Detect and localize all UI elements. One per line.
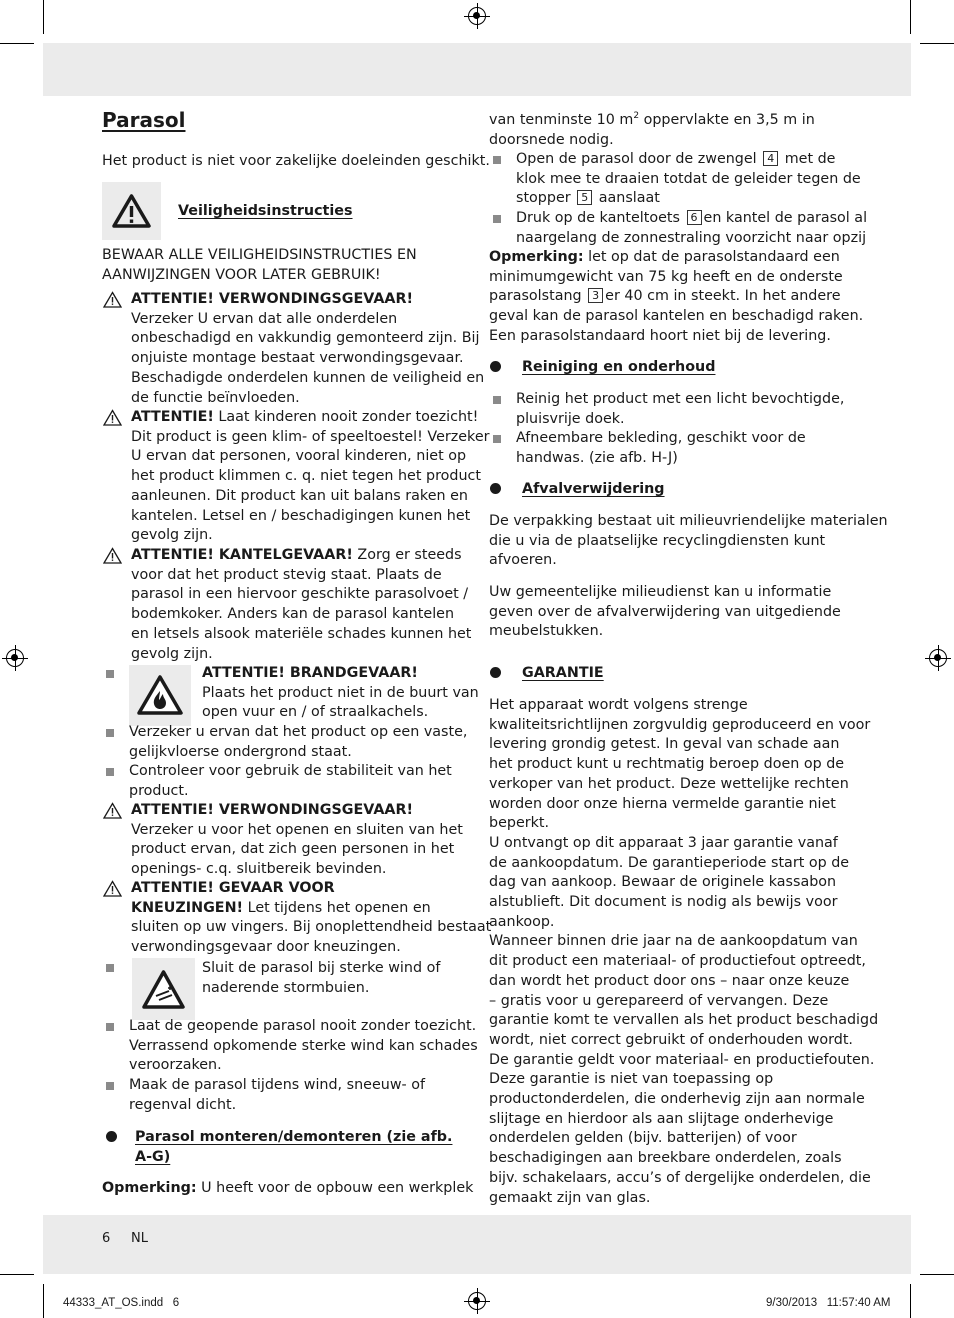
guarantee-heading: GARANTIE [522,665,604,681]
text-line: BEWAAR ALLE VEILIGHEIDSINSTRUCTIES EN [102,247,417,263]
part-number-box: 4 [763,151,778,166]
heading-line: A-G) [135,1148,171,1165]
list-item [516,390,844,429]
text-line: het product kunt u rechtmatig beroep doen op de [489,756,845,773]
text-line: levering grondig getest. In geval van schade aan [489,736,840,753]
text-line: parasol in een hiervoor geschikte parasolvoet / [131,586,469,603]
text-line: doorsnede nodig. [489,131,614,148]
warning-title: ATTENTIE! [131,409,214,425]
text-line: die u via de plaatselijke recyclingdiensten kunt [489,532,826,549]
text-line: open vuur en / of straalkachels. [202,704,429,721]
part-number-box: 5 [577,190,592,205]
warning-title: ATTENTIE! KANTELGEVAAR! [131,547,353,563]
text-line: Verzeker U ervan dat alle onderdelen [131,310,398,327]
text-line: Afneembare bekleding, geschikt voor de [516,430,806,446]
warning-title: KNEUZINGEN! [131,899,244,916]
page-title: Parasol [102,108,186,132]
text-line: onbeschadigd en vakkundig gemonteerd zijn. Bij [131,330,480,347]
crop-mark [920,43,954,44]
text-line: worden door onze hierna vermelde garantie niet [489,795,836,812]
text-line: Plaats het product niet in de buurt van [202,684,479,701]
text-span: er 40 cm in steekt. In het andere [605,288,841,305]
section-bullet-icon [106,1131,117,1142]
crop-mark [920,1274,954,1275]
warning-icon [103,802,122,819]
text-line: bijv. schakelaars, accu’s of dergelijke onderdelen, die [489,1169,871,1186]
text-span: van tenminste 10 m [489,112,634,128]
page-number: 6 [102,1231,111,1246]
text-line: dan wordt het product door ons – naar onze keuze [489,972,850,989]
text-line: gelijkvloerse ondergrond staat. [129,743,352,760]
bullet-square-icon [106,729,114,737]
footer-band [43,1215,911,1274]
text-line: klok mee te draaien totdat de geleider tegen de [516,170,861,187]
text-line: gemaakt zijn van glas. [489,1189,651,1206]
text-line: – gratis voor u gerepareerd of vervangen. Deze [489,992,829,1009]
text-line: regenval dicht. [129,1096,237,1113]
text-line: Controleer voor gebruik de stabiliteit van het [129,763,452,779]
list-item [516,429,806,468]
list-item [129,762,452,801]
warning-children [131,408,490,546]
text-span: Open de parasol door de zwengel [516,151,757,167]
bullet-square-icon [106,1023,114,1031]
text-line: dag van aankoop. Bewaar de originele kassabon [489,874,837,891]
text-line: aanleunen. Dit product kan uit balans raken en [131,487,468,504]
text-line: product ervan, dat zich geen personen in het [131,841,455,858]
text-line: geven over de afvalverwijdering van uitgediende [489,603,841,620]
wind-warning-icon [132,958,195,1020]
wind-icon-box [132,958,195,1020]
footer-datetime: 9/30/2013 11:57:40 AM [766,1297,891,1309]
text-span: stopper [516,190,571,207]
text-line: pluisvrije doek. [516,410,625,427]
part-number-box: 3 [588,288,603,303]
warning-fire [202,664,479,723]
text-line: gevolg zijn. [131,645,213,662]
text-span: en kantel de parasol al [703,210,868,226]
cleaning-heading: Reiniging en onderhoud [522,359,716,375]
note-label: Opmerking: [489,249,584,265]
list-item [129,1076,425,1115]
bullet-square-icon [493,156,501,164]
crop-mark [0,1274,34,1275]
text-line: U ontvangt op dit apparaat 3 jaar garantie vanaf [489,834,838,851]
warning-injury-2 [131,801,463,880]
registration-mark-icon [468,7,486,25]
safety-heading: Veiligheidsinstructies [178,203,353,219]
bullet-square-icon [493,396,501,404]
bullet-square-icon [493,215,501,223]
text-span: U heeft voor de opbouw een werkplek [196,1180,474,1196]
text-line: U ervan dat personen, vooral kinderen, niet op [131,448,467,465]
waste-paragraph-2 [489,583,841,642]
section-bullet-icon [490,667,501,678]
text-line: openings- c.q. sluitbereik bevinden. [131,861,387,878]
warning-icon [103,880,122,897]
text-line: onjuiste montage bestaat verwondingsgevaar. [131,350,464,367]
crop-mark [43,1284,44,1318]
text-line: productonderdelen, die onderhevig zijn aan normale [489,1091,865,1108]
text-line: naderende stormbuien. [202,979,370,996]
waste-heading: Afvalverwijdering [522,481,665,497]
part-number-box: 6 [687,210,702,225]
bullet-square-icon [106,964,114,972]
text-line: meubelstukken. [489,623,604,640]
mount-heading [135,1128,465,1167]
section-bullet-icon [490,483,501,494]
list-item-tilt [516,209,867,248]
guarantee-text [489,696,878,1208]
text-span: parasolstang [489,288,582,305]
text-line: minimumgewicht van 75 kg heeft en de onderste [489,268,843,285]
text-span: Let tijdens het openen en [243,899,431,916]
header-band [43,43,911,96]
text-line: AANWIJZINGEN VOOR LATER GEBRUIK! [102,266,381,283]
text-line: Uw gemeentelijke milieudienst kan u informatie [489,584,832,600]
fire-icon-box [129,665,191,726]
text-span: Druk op de kanteltoets [516,210,680,226]
text-span: oppervlakte en 3,5 m in [639,112,815,128]
registration-mark-icon [929,649,947,667]
text-span: Zorg er steeds [352,547,462,563]
text-span: aanslaat [594,190,660,207]
text-line: afvoeren. [489,552,557,569]
waste-paragraph-1 [489,512,888,571]
keep-instructions [102,246,417,285]
text-line: kantelen. Letsel en / beschadigingen kunen het [131,507,471,524]
text-line: Laat de geopende parasol nooit zonder toezicht. [129,1018,477,1034]
warning-tipping [131,546,471,664]
text-line: slijtage en hierdoor als aan slijtage onderhevige [489,1110,834,1127]
warning-pinching [131,879,491,958]
text-line: dit product een materiaal- of productiefout optreedt, [489,953,866,970]
text-line: en letsels alsook materiële schades kunnen het [131,625,472,642]
language-code: NL [131,1231,148,1246]
text-line: Dit product is geen klim- of speeltoestel! Verzeker [131,428,490,445]
note-right [489,248,863,347]
bullet-square-icon [106,768,114,776]
bullet-square-icon [106,670,114,678]
text-span: let op dat de parasolstandaard een [583,249,840,265]
text-line: verwondingsgevaar door kneuzingen. [131,939,401,956]
text-line: garantie komt te vervallen als het product beschadigd [489,1012,879,1029]
note-left [102,1179,473,1199]
text-line: voor dat het product stevig staat. Plaats de [131,566,442,583]
intro-text: Het product is niet voor zakelijke doeleinden geschikt. [102,153,490,169]
text-line: Verrassend opkomende sterke wind kan schades [129,1037,478,1054]
section-bullet-icon [490,361,501,372]
text-line: Een parasolstandaard hoort niet bij de levering. [489,327,831,344]
text-line: Beschadigde onderdelen kunnen de veiligheid en [131,369,485,386]
text-line: de functie beïnvloeden. [131,389,300,406]
crop-mark [43,0,44,34]
text-line: De verpakking bestaat uit milieuvriendelijke materialen [489,513,888,529]
text-line: De garantie geldt voor materiaal- en productiefouten. [489,1051,875,1068]
text-line: beschadigingen aan breekbare onderdelen, zoals [489,1150,842,1167]
text-line: handwas. (zie afb. H-J) [516,449,678,466]
registration-mark-icon [468,1292,486,1310]
text-line: Het apparaat wordt volgens strenge [489,697,748,713]
bullet-square-icon [106,1082,114,1090]
warning-icon [103,291,122,308]
superscript: 2 [633,111,640,122]
text-line: gevolg zijn. [131,527,213,544]
warning-icon [103,409,122,426]
text-line: naargelang de zonnestraling voorzicht naar opzij [516,229,867,246]
crop-mark [910,1284,911,1318]
footer-file: 44333_AT_OS.indd 6 [63,1297,180,1309]
text-line: Verzeker u ervan dat het product op een vaste, [129,724,468,740]
wind-instruction [202,959,440,998]
warning-title: ATTENTIE! GEVAAR VOOR [131,880,335,896]
warning-icon-box [102,182,161,240]
warning-title: ATTENTIE! VERWONDINGSGEVAAR! [131,802,414,818]
warning-injury-1 [131,290,484,408]
list-item [129,1017,478,1076]
text-line: verkoper van het product. Deze wettelijke rechten [489,775,849,792]
text-line: alstublieft. Dit document is nodig als bewijs voor [489,894,838,911]
warning-icon [103,547,122,564]
text-line: veroorzaken. [129,1057,222,1074]
text-line: geval kan de parasol kantelen en beschadigd raken. [489,308,864,325]
text-line: Sluit de parasol bij sterke wind of [202,960,441,976]
text-line: kwaliteitsrichtlijnen zorgvuldig geproduceerd en voor [489,716,871,733]
heading-line: Parasol monteren/demonteren (zie afb. [135,1129,453,1145]
warning-title: ATTENTIE! BRANDGEVAAR! [202,665,418,681]
text-line: Wanneer binnen drie jaar na de aankoopdatum van [489,933,858,950]
text-line: bodemkoker. Anders kan de parasol kantelen [131,606,455,623]
list-item-open [516,150,861,209]
text-line: onderdelen gelden (bijv. batterijen) of voor [489,1130,797,1147]
warning-title: ATTENTIE! VERWONDINGSGEVAAR! [131,291,414,307]
bullet-square-icon [493,435,501,443]
text-line: wordt, niet correct gebruikt of onderhouden wordt. [489,1031,853,1048]
registration-mark-icon [6,649,24,667]
crop-mark [0,43,34,44]
fire-hazard-icon [129,665,191,726]
text-span: Laat kinderen nooit zonder toezicht! [213,409,479,425]
text-line: Deze garantie is niet van toepassing op [489,1071,774,1088]
text-span: met de [780,151,836,167]
text-line: Verzeker u voor het openen en sluiten van het [131,821,463,838]
warning-triangle-icon [102,182,161,240]
text-line: Maak de parasol tijdens wind, sneeuw- of [129,1077,425,1093]
text-line: sluiten op uw vingers. Bij onoplettendheid bestaat [131,919,492,936]
crop-mark [910,0,911,34]
text-line: het product klimmen c. q. niet tegen het product [131,468,481,485]
list-item [129,723,467,762]
text-line: beperkt. [489,815,550,832]
workspace-continuation [489,111,815,150]
text-line: de aankoopdatum. De garantieperiode start op de [489,854,850,871]
text-line: Reinig het product met een licht bevochtigde, [516,391,845,407]
text-line: aankoop. [489,913,555,930]
text-line: product. [129,782,189,799]
note-label: Opmerking: [102,1180,197,1196]
